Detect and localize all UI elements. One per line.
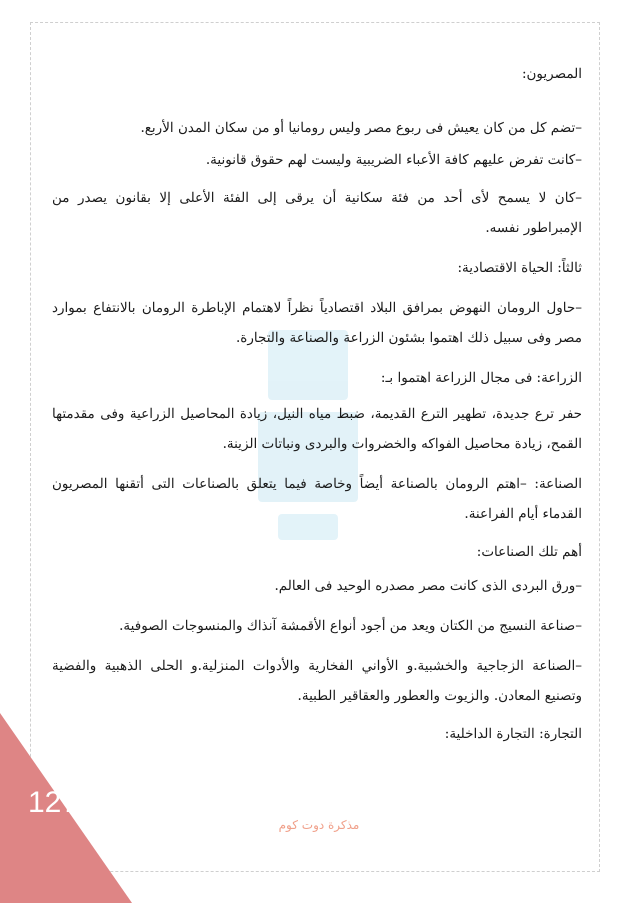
paragraph-line: القدماء أيام الفراعنة. xyxy=(464,506,582,522)
paragraph-line: –كانت تفرض عليهم كافة الأعباء الضريبية وليست لهم حقوق قانونية. xyxy=(205,152,582,168)
paragraph-line: –كان لا يسمح لأى أحد من فئة سكانية أن يرقى إلى الفئة الأعلى إلا بقانون يصدر من xyxy=(52,190,582,206)
heading-industry: الصناعة: –اهتم الرومان بالصناعة أيضاً وخاصة فيما يتعلق بالصناعات التى أتقنها المصريون xyxy=(52,476,582,492)
paragraph-line: الإمبراطور نفسه. xyxy=(485,220,582,236)
paragraph-line: وتصنيع المعادن. والزيوت والعطور والعقاقير الطبية. xyxy=(297,688,582,704)
page-number: 127 xyxy=(28,786,79,819)
paragraph-line: –الصناعة الزجاجية والخشبية.و الأواني الفخارية والأدوات المنزلية.و الحلى الذهبية والفضية xyxy=(52,658,582,674)
heading-agriculture: الزراعة: فى مجال الزراعة اهتموا بـ: xyxy=(380,370,582,386)
heading-egyptians: المصريون: xyxy=(521,66,582,82)
paragraph-line: –ورق البردى الذى كانت مصر مصدره الوحيد فى العالم. xyxy=(274,578,582,594)
paragraph-line: مصر وفى سبيل ذلك اهتموا بشئون الزراعة والصناعة والتجارة. xyxy=(236,330,582,346)
paragraph-line: –صناعة النسيج من الكتان ويعد من أجود أنواع الأقمشة آنذاك والمنسوجات الصوفية. xyxy=(119,618,582,634)
heading-trade: التجارة: التجارة الداخلية: xyxy=(444,726,582,742)
paragraph-line: القمح، زيادة محاصيل الفواكه والخضروات والبردى ونباتات الزينة. xyxy=(222,436,582,452)
paragraph-line: حفر ترع جديدة، تطهير الترع القديمة، ضبط مياه النيل، زيادة المحاصيل الزراعية وفى مقدمتها xyxy=(52,406,582,422)
heading-economic-life: ثالثاً: الحياة الاقتصادية: xyxy=(457,260,582,276)
heading-key-industries: أهم تلك الصناعات: xyxy=(476,544,582,560)
watermark-shape-bottom xyxy=(278,514,338,540)
paragraph-line: –تضم كل من كان يعيش فى ربوع مصر وليس رومانيا أو من سكان المدن الأربع. xyxy=(140,120,582,136)
paragraph-line: –حاول الرومان النهوض بمرافق البلاد اقتصادياً نظراً لاهتمام الإباطرة الرومان بالانتفاع بموارد xyxy=(52,300,582,316)
footer-brand: مذكرة دوت كوم xyxy=(278,818,360,832)
